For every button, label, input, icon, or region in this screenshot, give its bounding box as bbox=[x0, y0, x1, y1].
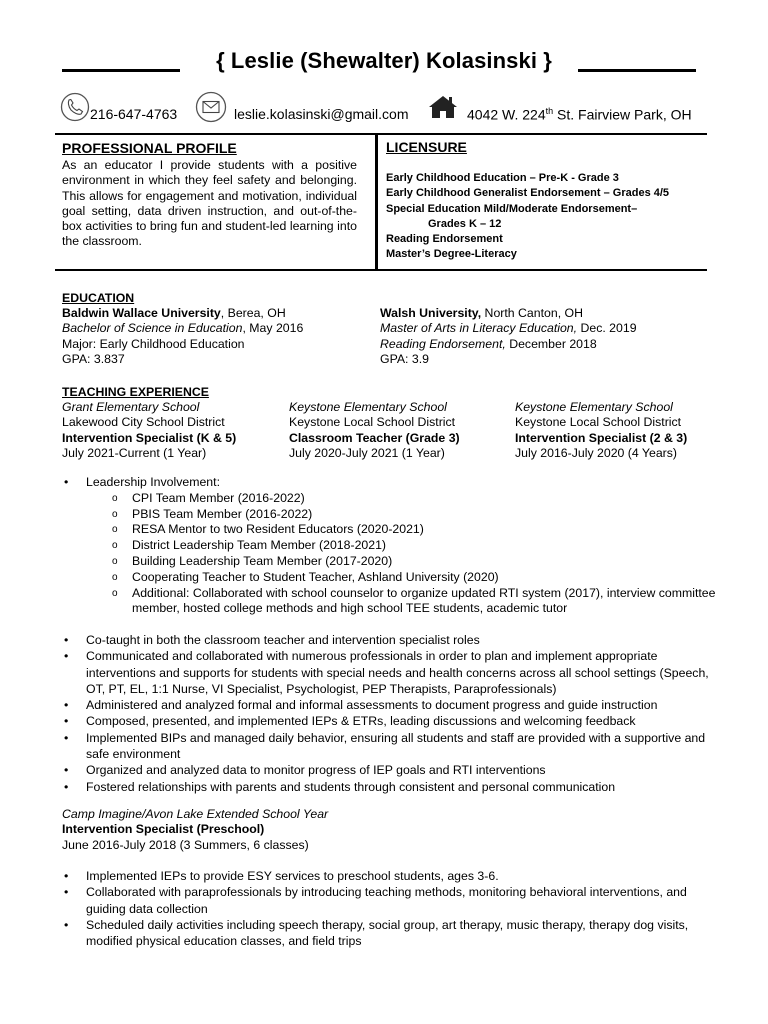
edu-left-degree-line bbox=[62, 321, 303, 336]
list-item: o Additional: Collaborated with school counselor to organize updated RTI system (2017), interview committee member, hosted college methods and high school TEE students, academic tutor bbox=[62, 586, 722, 618]
profile-text: As an educator I provide students with a positive environment in which they feel safety and belonging. This allows for engagement and motivation, individual goal setting, data driven instruction, and out-of-the-box activities to bring fun and student-led learning into the classroom. bbox=[62, 158, 357, 249]
exp-district: Keystone Local School District bbox=[515, 415, 682, 430]
edu-left-school: Baldwin Wallace University bbox=[62, 306, 221, 320]
exp-school: Keystone Elementary School bbox=[515, 400, 673, 414]
resume-name: { Leslie (Shewalter) Kolasinski } bbox=[216, 48, 552, 73]
edu-left-major: Major: Early Childhood Education bbox=[62, 336, 245, 351]
edu-left-gpa: GPA: 3.837 bbox=[62, 352, 125, 367]
licensure-item: Reading Endorsement bbox=[386, 233, 503, 246]
list-item: o Building Leadership Team Member (2017-2020) bbox=[62, 554, 722, 570]
list-item: • Administered and analyzed formal and informal assessments to document progress and guide instruction bbox=[62, 697, 722, 713]
list-item: • Fostered relationships with parents and students through consistent and personal communication bbox=[62, 779, 722, 795]
camp-role: Intervention Specialist (Preschool) bbox=[62, 822, 265, 837]
exp-dates: July 2020-July 2021 (1 Year) bbox=[289, 446, 445, 461]
edu-left-location: , Berea, OH bbox=[220, 306, 286, 320]
edu-right-school: Walsh University, bbox=[380, 306, 482, 320]
camp-entry bbox=[62, 807, 328, 853]
exp-school: Grant Elementary School bbox=[62, 400, 200, 414]
list-item: • Communicated and collaborated with numerous professionals in order to plan and implement appropriate interventions and supports for students with special needs and health concerns across all school settings (Speech, OT, PT, EL, 1:1 Nurse, VI Specialist, Psychologist, PEP Therapists, Paraprofessionals) bbox=[62, 648, 722, 697]
licensure-item: Grades K – 12 bbox=[428, 217, 502, 230]
home-address bbox=[467, 106, 692, 123]
list-item: • Co-taught in both the classroom teacher and intervention specialist roles bbox=[62, 632, 722, 648]
camp-list bbox=[62, 868, 722, 949]
profile-heading: PROFESSIONAL PROFILE bbox=[62, 140, 237, 156]
list-item: • Implemented BIPs and managed daily behavior, ensuring all students and staff are provided with a supportive and safe environment bbox=[62, 730, 722, 763]
exp-role: Intervention Specialist (K & 5) bbox=[62, 430, 237, 445]
edu-right-gpa: GPA: 3.9 bbox=[380, 352, 429, 367]
exp-district: Keystone Local School District bbox=[289, 415, 456, 430]
licensure-item: Special Education Mild/Moderate Endorsement– bbox=[386, 202, 638, 215]
address-street: 4042 W. 224 bbox=[467, 106, 546, 123]
phone-icon bbox=[60, 92, 90, 122]
experience-column bbox=[515, 400, 687, 462]
camp-school: Camp Imagine/Avon Lake Extended School Year bbox=[62, 807, 329, 821]
list-item: • Implemented IEPs to provide ESY services to preschool students, ages 3-6. bbox=[62, 868, 722, 884]
box-top-border bbox=[55, 133, 707, 135]
edu-right-degree: Master of Arts in Literacy Education, bbox=[380, 321, 578, 336]
licensure-item: Master’s Degree-Literacy bbox=[386, 248, 517, 261]
list-item: • Composed, presented, and implemented IEPs & ETRs, leading discussions and welcoming feedback bbox=[62, 713, 722, 729]
education-left bbox=[62, 306, 303, 368]
exp-dates: July 2016-July 2020 (4 Years) bbox=[515, 446, 678, 461]
home-icon bbox=[427, 94, 459, 120]
edu-left-degree: Bachelor of Science in Education bbox=[62, 321, 243, 336]
licensure-heading: LICENSURE bbox=[386, 139, 467, 155]
edu-left-degree-date: , May 2016 bbox=[242, 321, 304, 336]
address-city: St. Fairview Park, OH bbox=[553, 106, 692, 123]
edu-right-location: North Canton, OH bbox=[481, 306, 583, 320]
experience-column bbox=[289, 400, 460, 462]
list-item: o District Leadership Team Member (2018-2021) bbox=[62, 538, 722, 554]
exp-district: Lakewood City School District bbox=[62, 415, 225, 430]
licensure-item: Early Childhood Generalist Endorsement – Grades 4/5 bbox=[386, 187, 670, 200]
phone-number: 216-647-4763 bbox=[90, 106, 178, 122]
exp-role: Classroom Teacher (Grade 3) bbox=[289, 430, 460, 445]
experience-column bbox=[62, 400, 236, 462]
edu-right-endorse-date: December 2018 bbox=[505, 336, 597, 351]
email-address: leslie.kolasinski@gmail.com bbox=[234, 106, 409, 122]
exp-dates: July 2021-Current (1 Year) bbox=[62, 446, 207, 461]
address-ordinal: th bbox=[545, 106, 554, 116]
edu-right-endorse-line bbox=[380, 337, 637, 352]
camp-dates: June 2016-July 2018 (3 Summers, 6 classes) bbox=[62, 837, 309, 852]
list-item: o Cooperating Teacher to Student Teacher, Ashland University (2020) bbox=[62, 570, 722, 586]
edu-right-degree-line bbox=[380, 321, 637, 336]
licensure-list bbox=[386, 171, 669, 263]
education-right bbox=[380, 306, 637, 368]
edu-right-school-line bbox=[380, 306, 637, 321]
education-heading: EDUCATION bbox=[62, 291, 135, 305]
list-item: • Collaborated with paraprofessionals by introducing teaching methods, monitoring behavioral interventions, and guiding data collection bbox=[62, 884, 722, 917]
experience-heading: TEACHING EXPERIENCE bbox=[62, 385, 209, 399]
duties-list bbox=[62, 632, 722, 795]
licensure-item: Early Childhood Education – Pre-K - Grade 3 bbox=[386, 172, 619, 184]
leadership-list bbox=[62, 475, 722, 617]
list-item: o CPI Team Member (2016-2022) bbox=[62, 491, 722, 507]
edu-left-school-line bbox=[62, 306, 303, 321]
edu-right-endorse: Reading Endorsement, bbox=[380, 336, 506, 351]
exp-role: Intervention Specialist (2 & 3) bbox=[515, 430, 688, 445]
box-bottom-border bbox=[55, 269, 707, 271]
edu-right-degree-date: Dec. 2019 bbox=[577, 321, 637, 336]
box-divider bbox=[375, 133, 378, 271]
list-item: • Leadership Involvement: bbox=[62, 475, 722, 491]
email-icon bbox=[195, 91, 227, 123]
list-item: • Scheduled daily activities including speech therapy, social group, art therapy, music therapy, therapy dog visits, modified physical education classes, and field trips bbox=[62, 917, 722, 950]
list-item: o RESA Mentor to two Resident Educators (2020-2021) bbox=[62, 522, 722, 538]
list-item: o PBIS Team Member (2016-2022) bbox=[62, 507, 722, 523]
exp-school: Keystone Elementary School bbox=[289, 400, 447, 414]
list-item: • Organized and analyzed data to monitor progress of IEP goals and RTI interventions bbox=[62, 762, 722, 778]
